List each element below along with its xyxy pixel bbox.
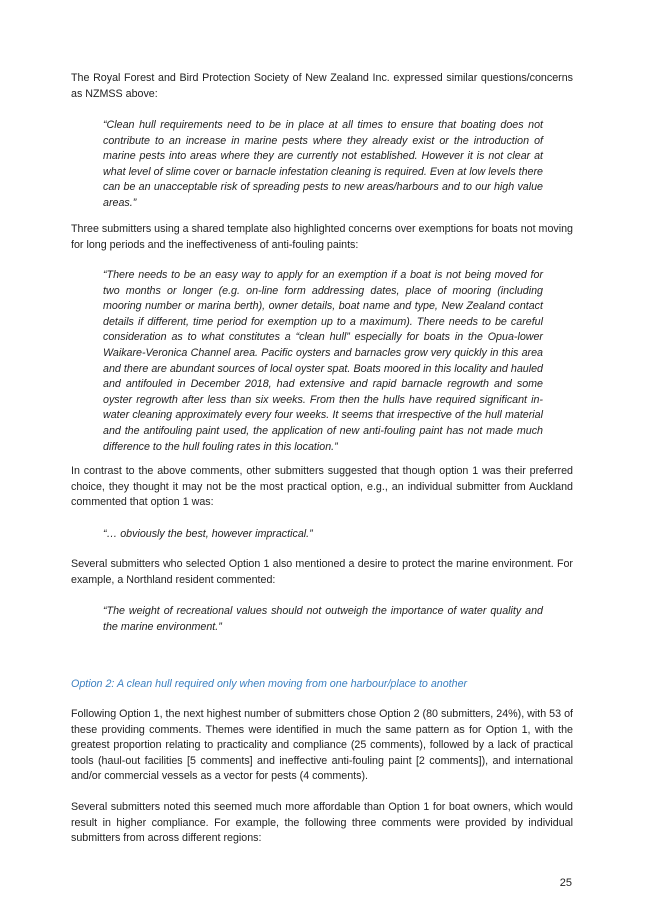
paragraph-option2-affordability: Several submitters noted this seemed much more affordable than Option 1 for boat owners, which would result in higher compliance. For example, the following three comments were provided by individual submitters from across different regions:	[71, 801, 573, 845]
paragraph-shared-template: Three submitters using a shared template also highlighted concerns over exemptions for boats not moving for long periods and the ineffectiveness of anti-fouling paints:	[71, 223, 573, 251]
quote-auckland-submitter: “… obviously the best, however impractical.”	[103, 528, 313, 540]
quote-northland-resident: “The weight of recreational values should not outweigh the importance of water quality and the marine environment.”	[103, 605, 543, 633]
section-heading-option2: Option 2: A clean hull required only when moving from one harbour/place to another	[71, 678, 468, 690]
paragraph-forest-bird-intro: The Royal Forest and Bird Protection Society of New Zealand Inc. expressed similar questions/concerns as NZMSS above:	[71, 72, 573, 100]
page-number: 25	[559, 877, 572, 889]
paragraph-option1-practicality: In contrast to the above comments, other submitters suggested that though option 1 was their preferred choice, they thought it may not be the most practical option, e.g., an individual submitter from Auckland commented that option 1 was:	[71, 465, 573, 509]
paragraph-option2-summary: Following Option 1, the next highest number of submitters chose Option 2 (80 submitters, 24%), with 53 of these providing comments. Themes were identified in much the same pattern as for Option 1, with the greatest proportion relating to practicality and compliance (25 comments), followed by a lack of practical tools (haul-out facilities [5 comments] and ineffective anti-fouling paint [2 comments]), and international and/or commercial vessels as a vector for pests (4 comments).	[71, 708, 573, 783]
quote-shared-template: “There needs to be an easy way to apply for an exemption if a boat is not being moved for two months or longer (e.g. on-line form addressing dates, place of mooring (including mooring number or marina berth), owner details, boat name and type, New Zealand contact details if different, time period for exemption up to a maximum). There needs to be careful consideration as to what constitutes a “clean hull” especially for boats in the Opua-lower Waikare-Veronica Channel area. Pacific oysters and barnacles grow very quickly in this area and there are abundant sources of local oyster spat. Boats moored in this locality and hauled and antifouled in December 2018, had extensive and rapid barnacle regrowth and some oyster regrowth after less than six weeks. From then the hulls have required significant in-water cleaning approximately every four weeks. It seems that irrespective of the hull material and the antifouling paint used, the application of new anti-fouling paint has not made much difference to the hull fouling rates in this location.”	[103, 269, 543, 453]
quote-forest-bird: “Clean hull requirements need to be in place at all times to ensure that boating does not contribute to an increase in marine pests where they already exist or the introduction of marine pests into areas where they are currently not established. However it is not clear at what level of slime cover or barnacle infestation cleaning is required. Even at low levels there can be an unacceptable risk of spreading pests to new areas/harbours and to our high value areas.”	[103, 119, 543, 209]
paragraph-marine-environment: Several submitters who selected Option 1 also mentioned a desire to protect the marine environment. For example, a Northland resident commented:	[71, 558, 573, 586]
